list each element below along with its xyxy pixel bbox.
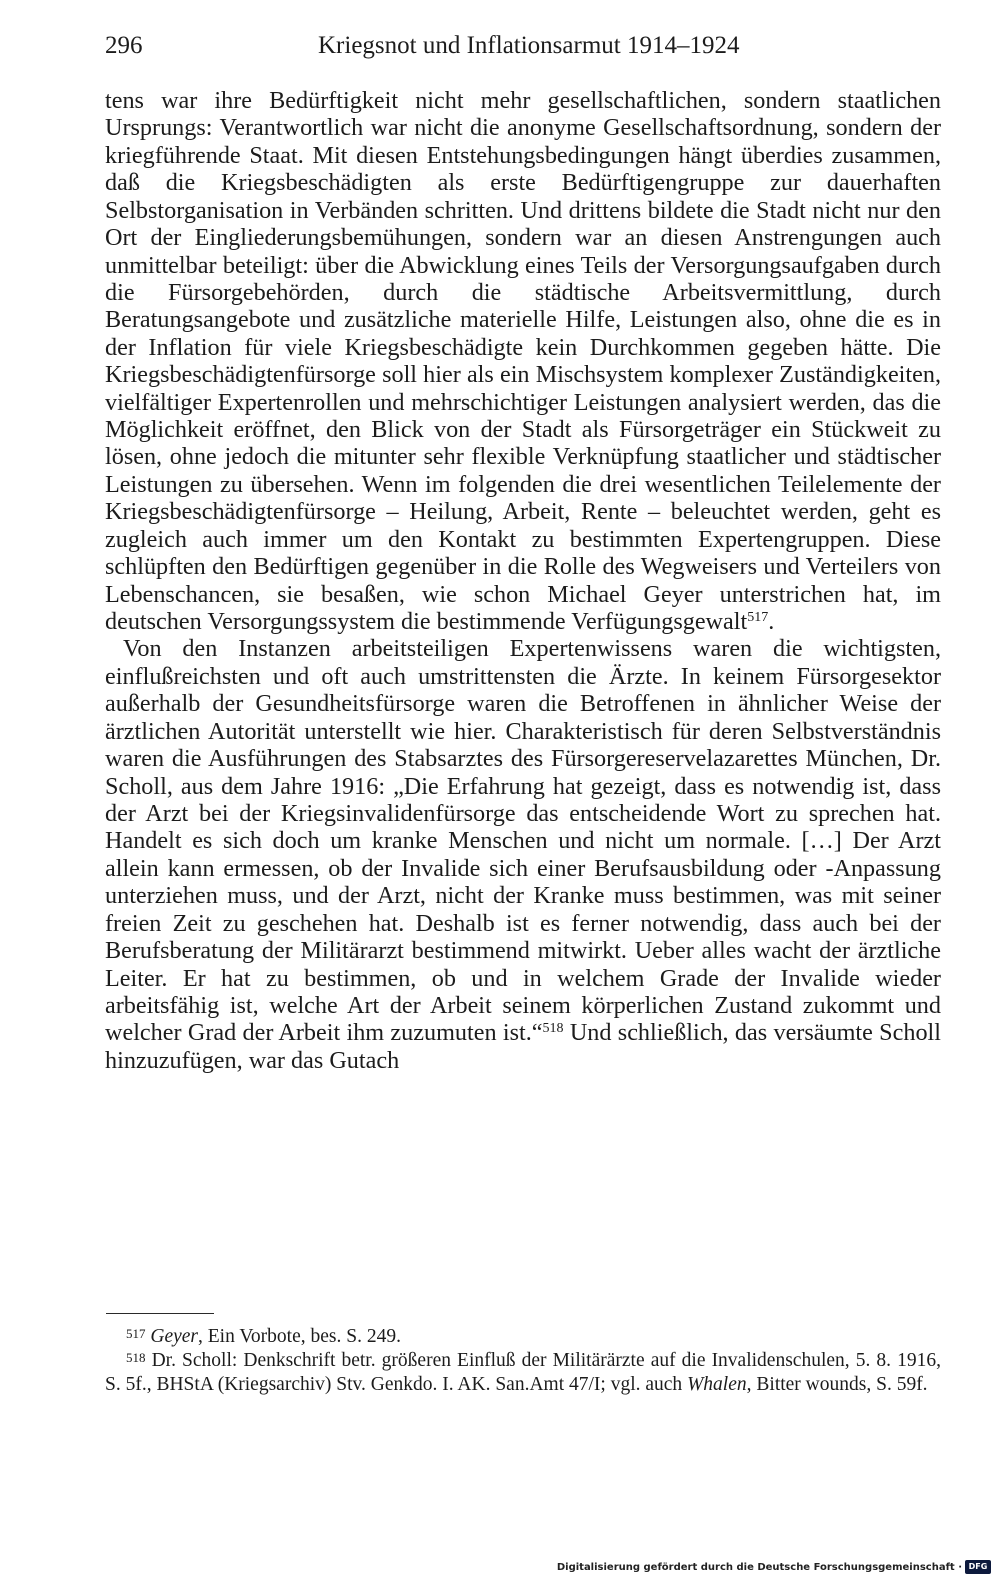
paragraph-1-text: tens war ihre Bedürftigkeit nicht mehr gesellschaftlichen, sondern staatlichen Ursprungs: Verantwortlich war nicht die anonyme Gesellschaftsordnung, sondern der kriegführende Staat. Mit diesen Entstehungsbedingungen hängt überdies zusammen, daß die Kriegsbeschädigten als erste Bedürftigengruppe zur dauerhaften Selbstorganisation in Verbänden schritten. Und drittens bildete die Stadt nicht nur den Ort der Eingliederungsbemühungen, sondern war an diesen Anstrengungen auch unmittelbar beteiligt: über die Abwicklung eines Teils der Versorgungsaufgaben durch die Fürsorgebehörden, durch die städtische Arbeitsvermittlung, durch Beratungsangebote und zusätzliche materielle Hilfe, Leistungen also, ohne die es in der Inflation für viele Kriegsbeschädigte kein Durchkommen gegeben hätte. Die Kriegsbeschädigtenfürsorge soll hier als ein Mischsystem komplexer Zuständigkeiten, vielfältiger Expertenrollen und mehrschichtiger Leistungen analysiert werden, das die Möglichkeit eröffnet, den Blick von der Stadt als Fürsorgeträger ein Stückweit zu lösen, ohne jedoch die mitunter sehr flexible Verknüpfung staatlicher und städtischer Leistungen zu übersehen. Wenn im folgenden die drei wesentlichen Teilelemente der Kriegsbeschädigtenfürsorge – Heilung, Arbeit, Rente – beleuchtet werden, geht es zugleich auch immer um den Kontakt zu bestimmten Expertengruppen. Diese schlüpften den Bedürftigen gegenüber in die Rolle des Wegweisers und Verteilers von Lebenschancen, sie besaßen, wie schon Michael Geyer unterstrichen hat, im deutschen Versorgungssystem die bestimmende Verfügungsgewalt (105, 87, 941, 636)
dfg-logo: DFG (965, 1560, 991, 1574)
running-title: Kriegsnot und Inflationsarmut 1914–1924 (318, 32, 740, 59)
footnote-text: , Ein Vorbote, bes. S. 249. (198, 1326, 401, 1347)
page-number: 296 (105, 32, 143, 59)
page-header (105, 28, 941, 64)
funding-note: Digitalisierung gefördert durch die Deutsche Forschungsgemeinschaft · (556, 1562, 962, 1573)
footnote-number: 518 (126, 1350, 146, 1365)
paragraph-2-text: Von den Instanzen arbeitsteiligen Expertenwissens waren die wichtigsten, einflußreichsten und oft auch umstrittensten die Ärzte. In keinem Fürsorgesektor außerhalb der Gesundheitsfürsorge waren die Betroffenen in ähnlicher Weise der ärztlichen Autorität unterstellt wie hier. Charakteristisch für deren Selbstverständnis waren die Ausführungen des Stabsarztes des Fürsorgereservelazarettes München, Dr. Scholl, aus dem Jahre 1916: „Die Erfahrung hat gezeigt, dass es notwendig ist, dass der Arzt bei der Kriegsinvalidenfürsorge das entscheidende Wort zu sprechen hat. Handelt es sich doch um kranke Menschen und nicht um normale. […] Der Arzt allein kann ermessen, ob der Invalide sich einer Berufsausbildung oder -Anpassung unterziehen muss, und der Arzt, nicht der Kranke muss bestimmen, was mit seiner freien Zeit zu geschehen hat. Deshalb ist es ferner notwendig, dass auch bei der Berufsberatung der Militärarzt bestimmend mitwirkt. Ueber alles wacht der ärztliche Leiter. Er hat zu bestimmen, ob und in welchem Grade der Invalide wieder arbeitsfähig ist, welche Art der Arbeit seinem körperlichen Zustand zukommt und welcher Grad der Arbeit ihm zuzumuten ist.“ (105, 635, 941, 1047)
paragraph-2-tail: Und schließlich, das versäumte Scholl hinzuzufügen, war das Gutach (105, 1019, 941, 1074)
footnote-number: 517 (126, 1326, 146, 1341)
digitization-footer (557, 1560, 991, 1576)
footnote-ref-518[interactable]: 518 (542, 1021, 564, 1037)
footnote-text-end: , Bitter wounds, S. 59f. (746, 1374, 928, 1395)
main-text (105, 87, 941, 1074)
footnote-ref-517[interactable]: 517 (747, 610, 769, 626)
footnote-517 (105, 1325, 941, 1349)
paragraph-2 (105, 635, 941, 1074)
footnote-divider (106, 1313, 214, 1314)
footnote-author: Whalen (687, 1374, 747, 1395)
paragraph-1 (105, 87, 941, 635)
footnote-text: Dr. Scholl: Denkschrift betr. größeren Einfluß der Militärärzte auf die Invalidenschulen, 5. 8. 1916, S. 5f., BHStA (Kriegsarchiv) Stv. Genkdo. I. AK. San.Amt 47/I; vgl. auch (105, 1350, 941, 1395)
footnotes (105, 1325, 941, 1397)
footnote-518 (105, 1349, 941, 1397)
footnote-author: Geyer (150, 1326, 199, 1347)
paragraph-1-tail: . (768, 608, 775, 636)
